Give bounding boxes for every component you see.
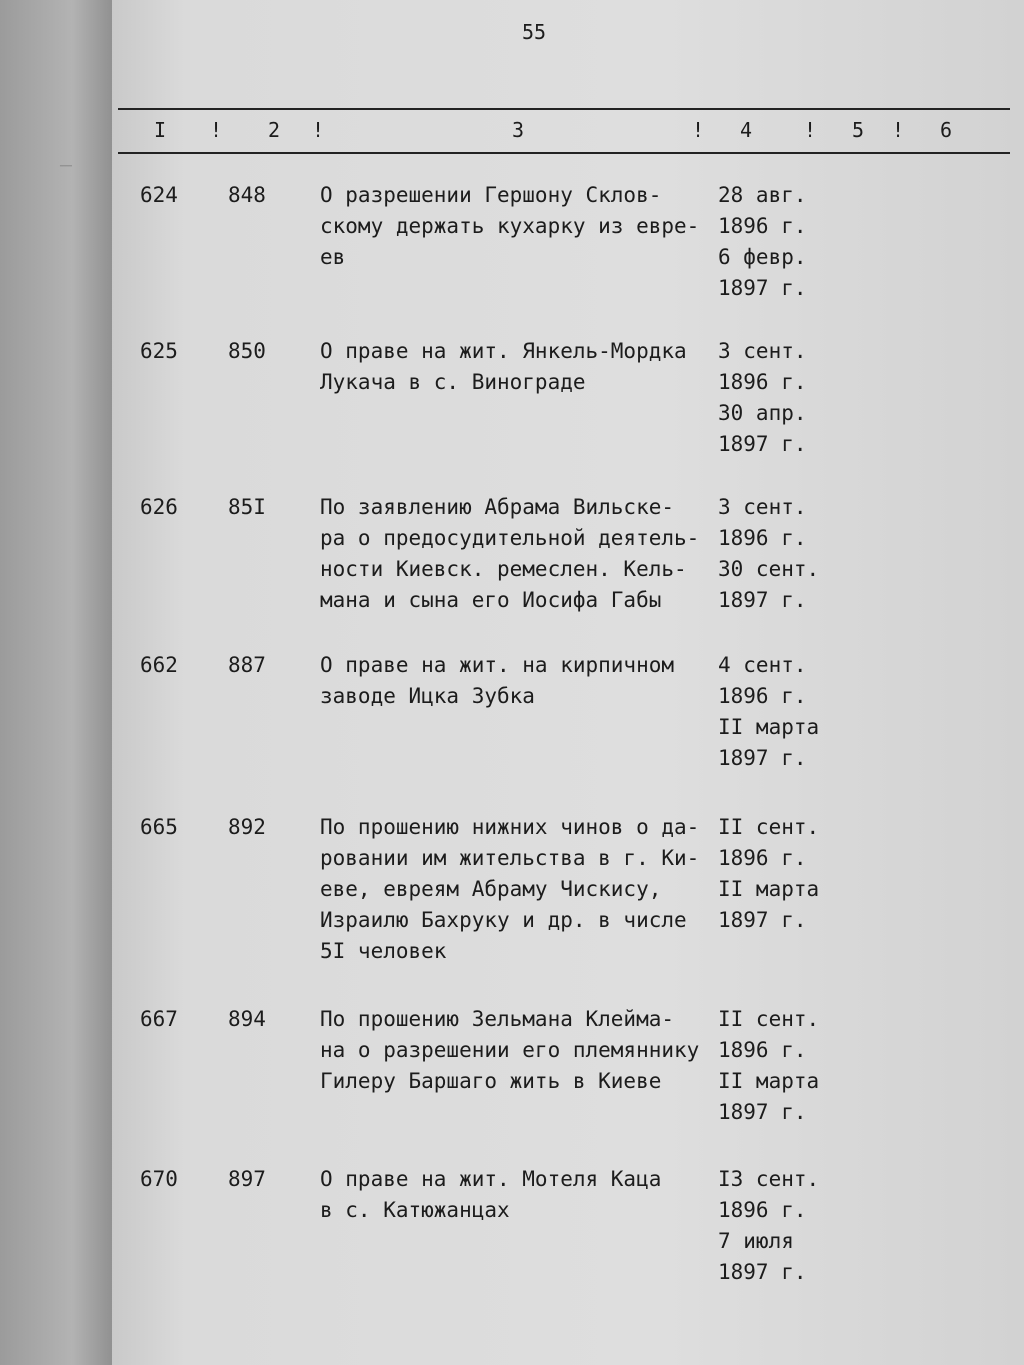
entry-number: 626 (140, 495, 178, 519)
date-line: 1897 г. (718, 276, 807, 300)
col-header-4: 4 (740, 118, 753, 142)
col-header-2: 2 (268, 118, 281, 142)
description-line: ровании им жительства в г. Ки- (320, 846, 700, 870)
col-header-5: 5 (852, 118, 865, 142)
ghost-text-mark: – (60, 155, 73, 179)
date-line: 1897 г. (718, 746, 807, 770)
date-line: 1897 г. (718, 1260, 807, 1284)
description-line: на о разрешении его племяннику (320, 1038, 700, 1062)
col-header-3: 3 (512, 118, 525, 142)
date-line: 1896 г. (718, 1198, 807, 1222)
entry-dates (718, 180, 848, 304)
description-line: ра о предосудительной деятель- (320, 526, 700, 550)
table-top-rule (118, 108, 1010, 110)
description-line: О разрешении Гершону Склов- (320, 183, 662, 207)
date-line: 4 сент. (718, 653, 807, 677)
entry-description (320, 812, 720, 967)
col-header-6: 6 (940, 118, 953, 142)
entry-reference: 85I (228, 495, 266, 519)
entry-number: 665 (140, 815, 178, 839)
date-line: 1896 г. (718, 526, 807, 550)
entry-reference: 892 (228, 815, 266, 839)
date-line: 30 апр. (718, 401, 807, 425)
description-line: скому держать кухарку из евре- (320, 214, 700, 238)
date-line: 7 июля (718, 1229, 794, 1253)
entry-number: 662 (140, 653, 178, 677)
description-line: ев (320, 245, 346, 269)
col-separator: ! (692, 118, 705, 142)
date-line: 1896 г. (718, 1038, 807, 1062)
entry-dates (718, 650, 848, 774)
date-line: II марта (718, 877, 820, 901)
date-line: II сент. (718, 1007, 820, 1031)
entry-description (320, 1004, 720, 1097)
entry-dates (718, 336, 848, 460)
date-line: 6 февр. (718, 245, 807, 269)
col-separator: ! (892, 118, 905, 142)
entry-description (320, 336, 720, 398)
date-line: 1896 г. (718, 684, 807, 708)
description-line: мана и сына его Иосифа Габы (320, 588, 662, 612)
description-line: О праве на жит. Мотеля Каца (320, 1167, 662, 1191)
description-line: О праве на жит. Янкель-Мордка (320, 339, 687, 363)
entry-dates (718, 1164, 848, 1288)
date-line: 3 сент. (718, 339, 807, 363)
description-line: Гилеру Баршаго жить в Киеве (320, 1069, 662, 1093)
description-line: Израилю Бахруку и др. в числе (320, 908, 687, 932)
date-line: I3 сент. (718, 1167, 820, 1191)
col-separator: ! (804, 118, 817, 142)
entry-number: 625 (140, 339, 178, 363)
date-line: II марта (718, 715, 820, 739)
date-line: 3 сент. (718, 495, 807, 519)
entry-dates (718, 812, 848, 936)
entry-number: 667 (140, 1007, 178, 1031)
description-line: заводе Ицка Зубка (320, 684, 535, 708)
date-line: 28 авг. (718, 183, 807, 207)
description-line: еве, евреям Абраму Чискису, (320, 877, 662, 901)
entry-description (320, 492, 720, 616)
entry-dates (718, 492, 848, 616)
date-line: II марта (718, 1069, 820, 1093)
description-line: ности Киевск. ремеслен. Кель- (320, 557, 687, 581)
description-line: 5I человек (320, 939, 447, 963)
entry-reference: 887 (228, 653, 266, 677)
description-line: в с. Катюжанцах (320, 1198, 510, 1222)
entry-reference: 850 (228, 339, 266, 363)
entry-reference: 897 (228, 1167, 266, 1191)
col-header-1: I (154, 118, 167, 142)
col-separator: ! (312, 118, 325, 142)
date-line: 1897 г. (718, 432, 807, 456)
date-line: 1896 г. (718, 370, 807, 394)
table-header-rule (118, 152, 1010, 154)
entry-description (320, 180, 720, 273)
date-line: 30 сент. (718, 557, 820, 581)
adjacent-page-edge (0, 0, 120, 1365)
description-line: О праве на жит. на кирпичном (320, 653, 675, 677)
date-line: II сент. (718, 815, 820, 839)
col-separator: ! (210, 118, 223, 142)
date-line: 1897 г. (718, 1100, 807, 1124)
date-line: 1897 г. (718, 588, 807, 612)
page-number: 55 (522, 20, 547, 44)
entry-number: 670 (140, 1167, 178, 1191)
description-line: По прошению нижних чинов о да- (320, 815, 700, 839)
entry-reference: 848 (228, 183, 266, 207)
entry-reference: 894 (228, 1007, 266, 1031)
entry-number: 624 (140, 183, 178, 207)
date-line: 1896 г. (718, 846, 807, 870)
description-line: Лукача в с. Винограде (320, 370, 586, 394)
date-line: 1896 г. (718, 214, 807, 238)
document-page (112, 0, 1024, 1365)
column-headers (112, 118, 1024, 148)
entry-description (320, 650, 720, 712)
description-line: По прошению Зельмана Клейма- (320, 1007, 675, 1031)
description-line: По заявлению Абрама Вильске- (320, 495, 675, 519)
entry-dates (718, 1004, 848, 1128)
entry-description (320, 1164, 720, 1226)
date-line: 1897 г. (718, 908, 807, 932)
